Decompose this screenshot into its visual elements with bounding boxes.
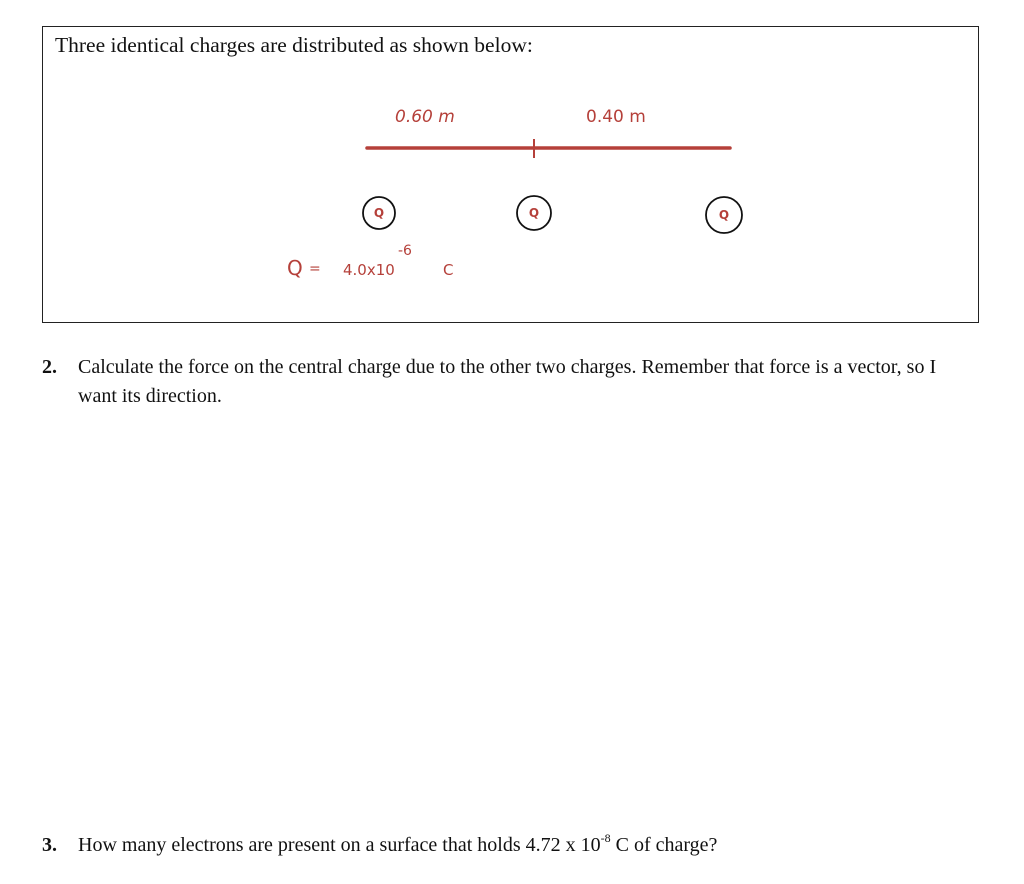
question-3-text (78, 831, 958, 860)
charge-center (517, 196, 551, 230)
question-2-text: Calculate the force on the central charge due to the other two charges. Remember that force is a vector, so I want its direction. (78, 356, 937, 407)
charge-value-exponent: -6 (398, 243, 412, 259)
charge-value-lhs: Q (287, 256, 303, 280)
charge-diagram (43, 27, 978, 322)
question-3-text-before: How many electrons are present on a surface that holds 4.72 x 10 (78, 834, 601, 856)
charge-value-mantissa: 4.0x10 (343, 261, 395, 279)
charge-right (706, 197, 742, 233)
question-3-text-after: C of charge? (610, 834, 718, 856)
figure-caption: Three identical charges are distributed as shown below: (55, 33, 533, 57)
charge-right-label: Q (718, 208, 730, 222)
charge-left-label: Q (373, 206, 385, 220)
charge-value-unit: C (443, 261, 454, 279)
question-3-exponent: -8 (600, 831, 611, 846)
charge-value-annotation (287, 243, 453, 280)
question-2-number: 2. (42, 356, 57, 378)
figure-box (42, 26, 979, 323)
charge-left (363, 197, 395, 229)
distance-left-label: 0.60 m (395, 107, 455, 127)
question-3-number: 3. (42, 834, 57, 856)
distance-right-label: 0.40 m (586, 107, 646, 127)
charge-value-equals: = (309, 261, 321, 277)
charge-center-label: Q (528, 206, 540, 220)
